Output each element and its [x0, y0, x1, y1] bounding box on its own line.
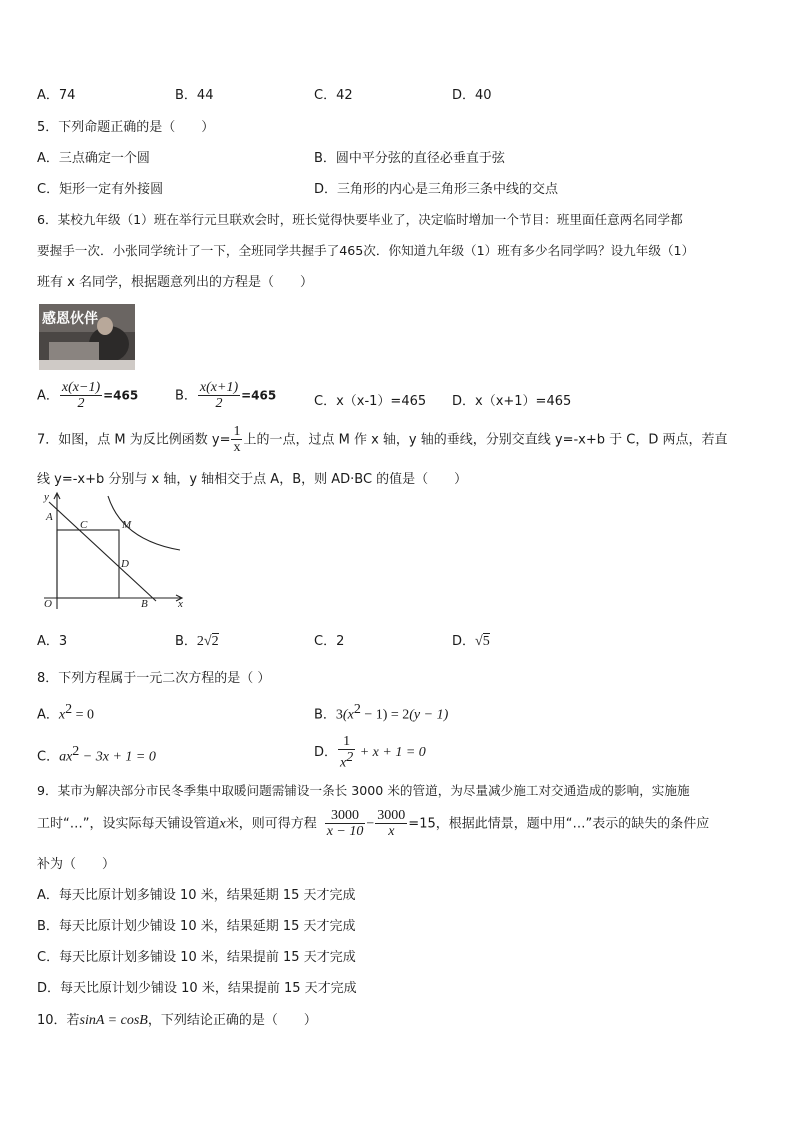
q9-fraction-1 — [325, 808, 366, 840]
q7-stem-pre: 7．如图，点 M 为反比例函数 y= — [37, 432, 231, 448]
q7-label-o: O — [44, 598, 52, 610]
q6-option-a-denominator: 2 — [77, 396, 85, 412]
q4-option-a: A．74 — [37, 88, 76, 103]
q4-option-b: B．44 — [175, 88, 214, 103]
q8-option-b-tail: (y − 1) — [409, 707, 449, 723]
q10-stem-math: sinA = cosB — [79, 1013, 148, 1028]
q7-label-m: M — [122, 519, 132, 531]
q7-option-d — [452, 630, 490, 650]
q8-option-a-label: A． — [37, 707, 59, 723]
q8-option-a-rhs: = 0 — [72, 707, 95, 723]
q8-option-d-denominator — [338, 750, 355, 771]
q6-stem-line3: 班有 x 名同学，根据题意列出的方程是（ ） — [37, 275, 313, 290]
q6-option-a — [37, 380, 138, 412]
q5-stem: 5．下列命题正确的是（ ） — [37, 120, 215, 135]
q8-option-b-coefficient: 3 — [335, 707, 343, 723]
q8-stem: 8．下列方程属于一元二次方程的是（ ） — [37, 671, 271, 686]
q7-label-d: D — [121, 558, 129, 570]
q5-option-c: C．矩形一定有外接圆 — [37, 182, 164, 197]
q7-label-c: C — [80, 519, 88, 531]
q8-option-d-den-x: x — [340, 756, 347, 772]
q4-option-d: D．40 — [452, 88, 492, 103]
q10-stem — [37, 1009, 317, 1029]
q6-option-c: C．x（x-1）=465 — [314, 394, 427, 409]
q8-option-b — [314, 702, 448, 723]
q9-fraction-1-denominator: x − 10 — [326, 824, 364, 840]
q7-label-y: y — [44, 491, 49, 503]
q6-photo-caption: 感恩伙伴 — [42, 311, 98, 327]
q8-option-c-exponent: 2 — [72, 744, 80, 759]
q9-stem-mid: 米，则可得方程 — [225, 816, 317, 832]
q9-fraction-2-denominator: x — [388, 824, 395, 840]
q7-option-b-radical-sign: √ — [203, 634, 212, 649]
q6-option-b-fraction — [198, 380, 240, 412]
q6-option-b-denominator: 2 — [215, 396, 223, 412]
q9-option-a: A．每天比原计划多铺设 10 米，结果延期 15 天才完成 — [37, 888, 356, 903]
q9-stem-line1: 9．某市为解决部分市民冬季集中取暖问题需铺设一条长 3000 米的管道，为尽量减少施工对交通造成的影响，实施施 — [37, 783, 690, 798]
q6-photo — [39, 304, 135, 370]
q8-option-a-lhs: x — [58, 707, 66, 723]
q7-inline-fraction — [231, 424, 242, 456]
q8-option-d-exponent: 2 — [346, 750, 354, 766]
q7-option-b-radicand: 2 — [211, 634, 219, 649]
q7-option-b — [175, 630, 219, 650]
q8-option-b-middle: − 1) = 2 — [360, 707, 410, 723]
q7-label-a: A — [46, 511, 53, 523]
q9-stem-line3: 补为（ ） — [37, 857, 116, 872]
q5-option-d: D．三角形的内心是三角形三条中线的交点 — [314, 182, 559, 197]
q8-option-b-label: B． — [314, 707, 336, 723]
q8-option-b-x: (x — [342, 707, 354, 723]
q8-option-a — [37, 702, 94, 723]
q9-stem-post: =15，根据此情景，题中用“…”表示的缺失的条件应 — [408, 816, 710, 832]
q10-stem-pre: 10．若 — [37, 1013, 80, 1028]
q7-stem-post: 上的一点，过点 M 作 x 轴，y 轴的垂线，分别交直线 y=-x+b 于 C，D 两点，若直 — [243, 432, 728, 448]
q10-stem-post: ，下列结论正确的是（ ） — [147, 1013, 317, 1028]
q7-figure — [30, 488, 200, 614]
q9-fraction-2-numerator: 3000 — [377, 808, 406, 823]
q9-fraction-1-numerator: 3000 — [325, 808, 366, 824]
q9-variable-x: x — [219, 816, 226, 832]
q4-option-c: C．42 — [314, 88, 353, 103]
q9-stem-line2 — [37, 808, 709, 840]
q6-option-b-label: B． — [175, 388, 197, 404]
q7-option-a: A．3 — [37, 634, 68, 649]
q8-option-c-rest: − 3x + 1 = 0 — [79, 749, 156, 765]
q7-label-b: B — [141, 598, 148, 610]
q8-option-b-exponent: 2 — [353, 702, 361, 717]
q5-option-a: A．三点确定一个圆 — [37, 151, 150, 166]
q7-fraction-numerator: 1 — [233, 424, 241, 439]
q6-option-d: D．x（x+1）=465 — [452, 394, 572, 409]
q6-option-b-rhs: =465 — [241, 388, 277, 403]
q8-option-d-rest: + x + 1 = 0 — [356, 745, 426, 761]
q7-option-b-coefficient: 2 — [196, 634, 204, 649]
q7-label-x: x — [178, 598, 183, 610]
q9-fraction-2 — [375, 808, 407, 840]
q6-option-a-label: A． — [37, 388, 59, 404]
q8-option-c — [37, 744, 156, 765]
q7-option-d-radical-sign: √ — [475, 634, 483, 649]
q7-rectangle — [57, 530, 119, 598]
q7-line-ab — [49, 502, 156, 601]
q8-option-d-numerator: 1 — [338, 734, 355, 750]
q8-option-a-exponent: 2 — [65, 702, 73, 717]
q7-option-d-radicand: 5 — [482, 634, 490, 649]
q5-option-b: B．圆中平分弦的直径必垂直于弦 — [314, 151, 505, 166]
q9-option-c: C．每天比原计划多铺设 10 米，结果提前 15 天才完成 — [37, 950, 356, 965]
q7-fraction-denominator: x — [233, 440, 241, 456]
q6-option-b-numerator: x(x+1) — [199, 380, 239, 395]
q7-option-c: C．2 — [314, 634, 345, 649]
q7-stem-line2: 线 y=-x+b 分别与 x 轴，y 轴相交于点 A，B，则 AD·BC 的值是（ ） — [37, 472, 468, 487]
q8-option-d-fraction — [338, 734, 355, 771]
q7-stem-line1 — [37, 424, 727, 456]
q6-option-b — [175, 380, 276, 412]
q6-stem-line1: 6．某校九年级（1）班在举行元旦联欢会时，班长觉得快要毕业了，决定临时增加一个节目：班里面任意两名同学都 — [37, 212, 683, 227]
q8-option-d-label: D． — [314, 745, 338, 761]
q8-option-c-label: C． — [37, 749, 60, 765]
q6-option-a-rhs: =465 — [103, 388, 139, 403]
q8-option-d — [314, 734, 426, 771]
q6-option-a-fraction — [60, 380, 102, 412]
q6-stem-line2: 要握手一次．小张同学统计了一下，全班同学共握手了465次．你知道九年级（1）班有多少名同学吗？设九年级（1） — [37, 243, 695, 258]
q9-option-b: B．每天比原计划少铺设 10 米，结果延期 15 天才完成 — [37, 919, 356, 934]
q9-option-d: D．每天比原计划少铺设 10 米，结果提前 15 天才完成 — [37, 981, 357, 996]
q9-stem-pre: 工时“…”，设实际每天铺设管道 — [37, 816, 220, 832]
q8-option-c-ax: ax — [59, 749, 73, 765]
q7-option-d-label: D． — [452, 634, 476, 649]
q9-minus-sign: − — [366, 816, 375, 832]
q7-option-b-label: B． — [175, 634, 197, 649]
q6-option-a-numerator: x(x−1) — [61, 380, 101, 395]
